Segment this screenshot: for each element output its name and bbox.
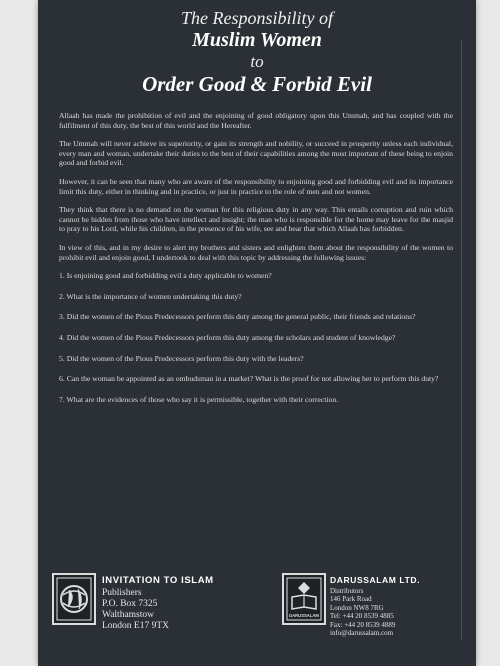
- publisher-footer: [38, 573, 476, 663]
- distributor-line: Distributors: [330, 587, 364, 595]
- publisher-line: London E17 9TX: [102, 621, 170, 631]
- globe-emblem-icon: [52, 573, 96, 625]
- question-item: 6. Can the woman be appointed as an ombudsman in a market? What is the proof for not allowing her to perform this duty?: [59, 374, 439, 384]
- blurb-text: [59, 111, 453, 415]
- publisher-info: [102, 575, 272, 632]
- question-item: 5. Did the women of the Pious Predecessors perform this duty with the leaders?: [59, 353, 304, 363]
- distributor-info: [330, 575, 470, 637]
- distributor-line: info@darussalam.com: [330, 629, 394, 638]
- publisher-line: P.O. Box 7325: [102, 599, 158, 609]
- cover-title: [38, 8, 476, 97]
- paragraph: However, it can be seen that many who are aware of the responsibility to enjoining good and forbidding evil and its importance limit this duty, either in thinking and in practice, or just in practice to the role of men and not women.: [59, 176, 453, 196]
- distributor-name: DARUSSALAM LTD.: [330, 575, 421, 585]
- paragraph: In view of this, and in my desire to alert my brothers and sisters and enlighten them about the responsibility of the women to prohibit evil and enjoin good, I undertook to deal with this topic by addressing the following issues:: [59, 242, 453, 262]
- title-line-2: Muslim Women: [192, 29, 322, 51]
- darussalam-book-emblem-icon: [282, 573, 326, 625]
- question-item: 3. Did the women of the Pious Predecessors perform this duty among the general public, their friends and relations?: [59, 312, 416, 322]
- paragraph: The Ummah will never achieve its superiority, or gain its strength and nobility, or succeed in prosperity unless each individual, every man and woman, undertake their duties to the best of their capabilities among the most important of these being to enjoin good and forbid evil.: [59, 139, 453, 168]
- title-line-1: The Responsibility of: [181, 8, 333, 28]
- question-item: 2. What is the importance of women undertaking this duty?: [59, 291, 242, 301]
- distributor-logo-text: DARUSSALAM: [289, 613, 319, 618]
- paragraph: They think that there is no demand on the woman for this religious duty in any way. This entails corruption and ruin which cannot be hidden from those who have intellect and insight; the man who is responsible for the home may leave for the masjid to pray to his Lord, while his children, in the presence of his wife, see and hear that which Allaah has forbidden.: [59, 205, 453, 234]
- cover-edge-line: [461, 40, 462, 640]
- distributor-line: Fax: +44 20 8539 4889: [330, 620, 396, 629]
- publisher-line: Walthamstow: [102, 610, 155, 620]
- question-item: 4. Did the women of the Pious Predecessors perform this duty among the scholars and student of knowledge?: [59, 332, 396, 342]
- distributor-line: Tel: +44 20 8539 4885: [330, 612, 394, 621]
- title-line-3: to: [250, 52, 264, 71]
- paragraph: Allaah has made the prohibition of evil and the enjoining of good obligatory upon this Ummah, and has coupled with the fulfilment of this duty, the best of this world and the Hereafter.: [59, 111, 453, 130]
- question-item: 1. Is enjoining good and forbidding evil a duty applicable to women?: [59, 271, 272, 281]
- publisher-line: Publishers: [102, 588, 142, 598]
- question-item: 7. What are the evidences of those who say it is permissible, together with their correction.: [59, 394, 339, 404]
- distributor-line: London NW8 7RG: [330, 603, 384, 612]
- title-line-4: Order Good & Forbid Evil: [142, 72, 372, 96]
- distributor-line: 146 Park Road: [330, 595, 372, 604]
- publisher-name: INVITATION TO ISLAM: [102, 575, 214, 586]
- back-cover: [38, 0, 476, 666]
